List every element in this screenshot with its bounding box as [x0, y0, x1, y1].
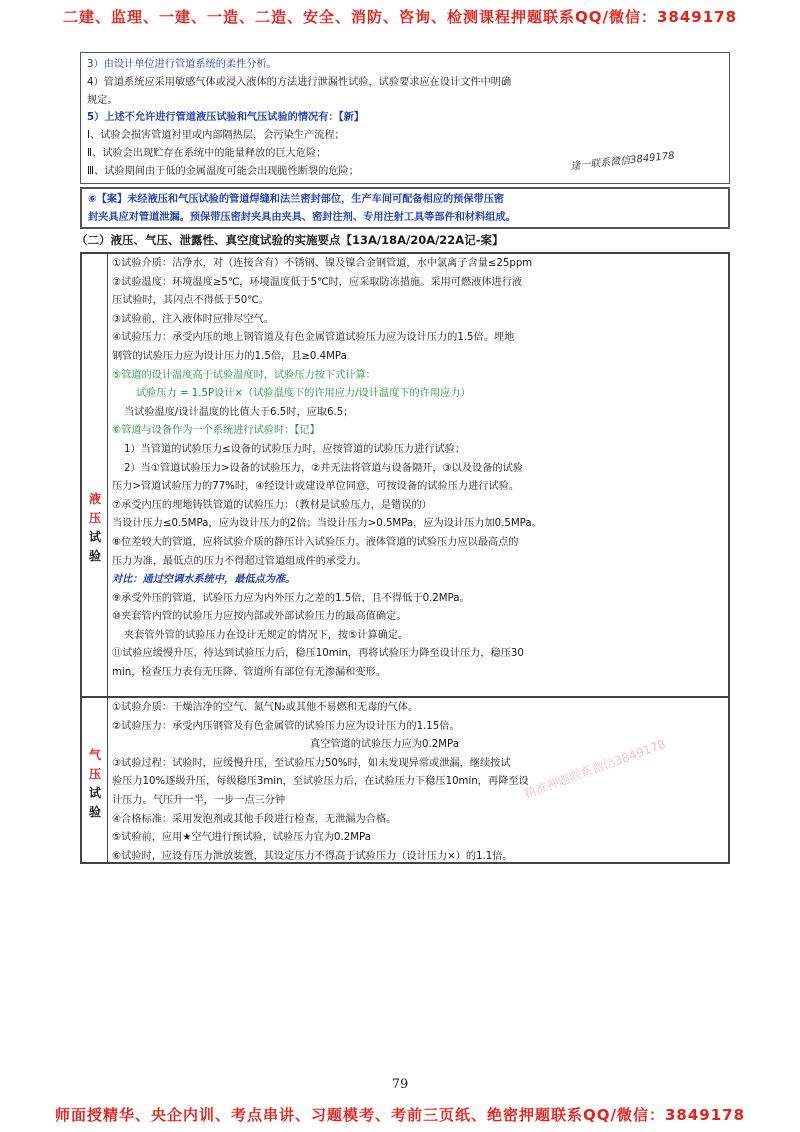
hydro-label-char: 压 — [88, 511, 101, 525]
pneu-line: ②试验压力：承受内压钢管及有色金属管的试验压力应为设计压力的1.15倍。 — [112, 720, 460, 732]
hydro-line: 压力为准，最低点的压力不得超过管道组成件的承受力。 — [112, 555, 367, 567]
pneu-label-char: 验 — [88, 805, 101, 819]
test-table — [80, 252, 730, 864]
case-line: 封夹具应对管道泄漏。预保带压密封夹具由夹具、密封注剂、专用注射工具等部件和材料组成。 — [88, 211, 516, 223]
hydro-label-char: 验 — [88, 549, 101, 563]
pneu-label-char: 气 — [88, 748, 101, 762]
page-number: 79 — [391, 1077, 409, 1092]
hydro-line: min，检查压力表有无压降、管道所有部位有无渗漏和变形。 — [112, 667, 386, 679]
note-line: 规定。 — [87, 94, 118, 106]
hydro-line: 对比：通过空调水系统中，最低点为准。 — [112, 574, 296, 586]
pneu-line: 计压力。气压升一半，一步一点三分钟 — [112, 794, 286, 806]
hydro-line: 试验压力 = 1.5P设计×（试验温度下的许用应力/设计温度下的许用应力） — [136, 388, 471, 400]
pneu-label-cell — [82, 698, 108, 862]
section-title: （二）液压、气压、泄露性、真空度试验的实施要点【13A/18A/20A/22A记-案】 — [76, 233, 504, 247]
hydro-line: 夹套管外管的试验压力在设计无规定的情况下，按⑤计算确定。 — [124, 629, 409, 641]
hydro-line: ⑥管道与设备作为一个系统进行试验时：【记】 — [112, 425, 320, 437]
note-line: Ⅰ、试验会损害管道衬里或内部隔热层，会污染生产流程； — [87, 130, 345, 142]
pneu-line: ③试验过程：试验时，应缓慢升压，至试验压力50%时，如未发现异常或泄漏，继续按试 — [112, 757, 511, 769]
hydro-line: ⑨承受外压的管道，试验压力应为内外压力之差的1.5倍，且不得低于0.2MPa。 — [112, 592, 470, 604]
note-line: Ⅲ、试验期间由于低的金属温度可能会出现脆性断裂的危险； — [87, 165, 359, 177]
hydro-line: ②试验温度：环境温度≥5℃，环境温度低于5℃时，应采取防冻措施。采用可燃液体进行液 — [112, 276, 523, 288]
pneu-line: ⑥试验时，应设有压力泄放装置，其设定压力不得高于试验压力（设计压力×）的1.1倍。 — [112, 850, 513, 862]
pneu-label-char: 压 — [88, 767, 101, 781]
footer-banner: 师面授精华、央企内训、考点串讲、习题模考、考前三页纸、绝密押题联系QQ/微信：3849178 — [54, 1106, 746, 1124]
header-banner: 二建、监理、一建、一造、二造、安全、消防、咨询、检测课程押题联系QQ/微信：3849178 — [62, 8, 738, 26]
note-line: 3）由设计单位进行管道系统的柔性分析。 — [87, 59, 277, 70]
hydro-label-char: 液 — [88, 492, 101, 506]
pneu-line: ①试验介质：干燥洁净的空气、氮气N₂或其他不易燃和无毒的气体。 — [112, 702, 419, 713]
hydro-line: 当试验温度/设计温度的比值大于6.5时，应取6.5； — [124, 406, 354, 418]
hydro-line: 当设计压力≤0.5MPa，应为设计压力的2倍；当设计压力>0.5MPa，应为设计压力加0.5MPa。 — [112, 518, 542, 530]
pneu-label-char: 试 — [88, 786, 101, 800]
hydro-line: ⑦承受内压的埋地铸铁管道的试验压力：（教材是试验压力，是错误的） — [112, 499, 432, 511]
case-box — [80, 187, 730, 229]
hydro-line: ④试验压力：承受内压的地上钢管道及有色金属管道试验压力应为设计压力的1.5倍。埋地 — [112, 332, 515, 344]
case-line: ⑥【案】未经液压和气压试验的管道焊缝和法兰密封部位，生产车间可配备相应的预保带压密 — [88, 194, 505, 205]
pneu-line: 真空管道的试验压力应为0.2MPa — [310, 739, 459, 751]
pneu-content — [112, 699, 724, 866]
hydro-line: 2）当①管道试验压力>设备的试验压力，②并无法将管道与设备隔开，③以及设备的试验 — [124, 462, 523, 474]
pneu-line: ④合格标准：采用发泡剂或其他手段进行检查，无泄漏为合格。 — [112, 813, 397, 825]
hydro-line: 压试验时，其闪点不得低于50℃。 — [112, 295, 269, 307]
hydro-line: ⑩夹套管内管的试验压力应按内部或外部试验压力的最高值确定。 — [112, 611, 407, 623]
pneu-line: 验压力10%逐级升压，每级稳压3min，至试验压力后，在试验压力下稳压10min，再降至设 — [112, 776, 529, 788]
hydro-line: ①试验介质：洁净水，对（连接含有）不锈钢、镍及镍合金钢管道，水中氯离子含量≤25ppm — [112, 258, 533, 269]
hydro-line: 1）当管道的试验压力≤设备的试验压力时，应按管道的试验压力进行试验； — [124, 443, 466, 455]
row-separator — [82, 696, 728, 698]
hydro-content — [112, 255, 724, 683]
handwritten-note: 逢一联系微信3849178 — [569, 150, 676, 173]
note-line: 5）上述不允许进行管道液压试验和气压试验的情况有：【新】 — [87, 112, 365, 124]
hydro-label-char: 试 — [88, 530, 101, 544]
hydro-line: 钢管的试验压力应为设计压力的1.5倍，且≥0.4MPa — [112, 350, 347, 362]
note-line: Ⅱ、试验会出现贮存在系统中的能量释放的巨大危险； — [87, 147, 327, 159]
watermark: 精准押题联系微信3849178 — [522, 736, 668, 802]
hydro-line: ③试验前，注入液体时应排尽空气。 — [112, 313, 274, 325]
hydro-line: ⑤管道的设计温度高于试验温度时，试验压力按下式计算： — [112, 369, 376, 381]
hydro-label-cell — [82, 254, 108, 696]
pneu-line: ⑤试验前，应用★空气进行预试验，试验压力宜为0.2MPa — [112, 832, 371, 844]
note-line: 4）管道系统应采用敏感气体或浸入液体的方法进行泄漏性试验，试验要求应在设计文件中明确 — [87, 76, 512, 88]
hydro-line: ⑧位差较大的管道，应将试验介质的静压计入试验压力。液体管道的试验压力应以最高点的 — [112, 536, 519, 548]
hydro-line: 压力>管道试验压力的77%时，④经设计或建设单位同意，可按设备的试验压力进行试验。 — [112, 481, 520, 493]
hydro-line: ⑪试验应缓慢升压，待达到试验压力后，稳压10min，再将试验压力降至设计压力，稳压30 — [112, 648, 524, 660]
